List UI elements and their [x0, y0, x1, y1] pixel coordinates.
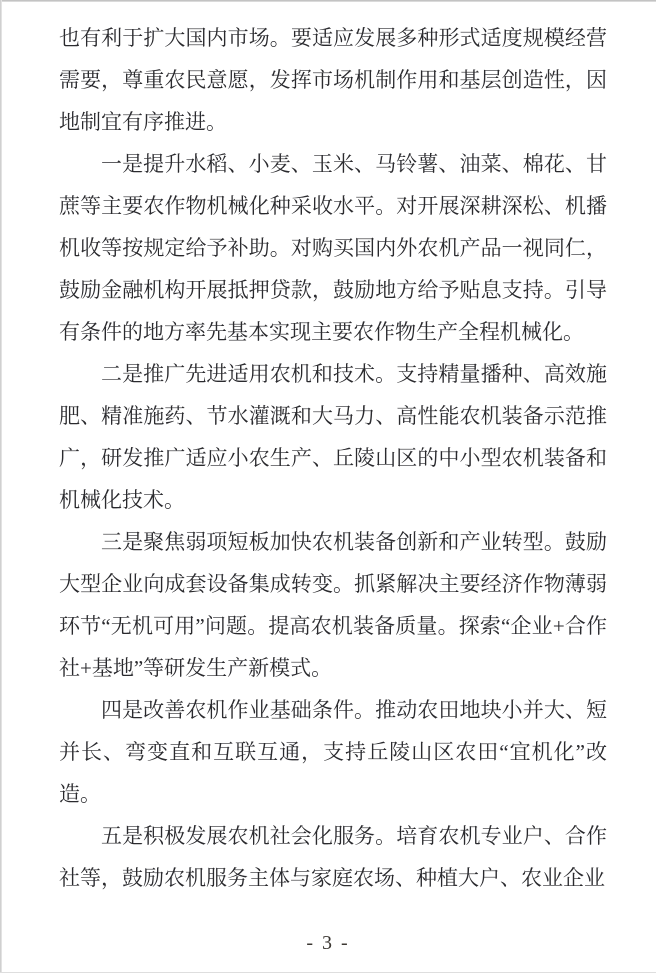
- paragraph-point-3: 三是聚焦弱项短板加快农机装备创新和产业转型。鼓励大型企业向成套设备集成转变。抓紧解决主要经济作物薄弱环节“无机可用”问题。提高农机装备质量。探索“企业+合作社+基地”等研发生产新模式。: [59, 530, 607, 680]
- paragraph-point-2: 二是推广先进适用农机和技术。支持精量播种、高效施肥、精准施药、节水灌溉和大马力、高性能农机装备示范推广，研发推广适应小农生产、丘陵山区的中小型农机装备和机械化技术。: [59, 362, 607, 512]
- document-body: [59, 17, 607, 899]
- paragraph-point-5: 五是积极发展农机社会化服务。培育农机专业户、合作社等，鼓励农机服务主体与家庭农场、种植大户、农业企业: [59, 824, 607, 890]
- scan-edge-left: [0, 0, 2, 973]
- paragraph-point-1: 一是提升水稻、小麦、玉米、马铃薯、油菜、棉花、甘蔗等主要农作物机械化种采收水平。对开展深耕深松、机播机收等按规定给予补助。对购买国内外农机产品一视同仁，鼓励金融机构开展抵押贷款，鼓励地方给予贴息支持。引导有条件的地方率先基本实现主要农作物生产全程机械化。: [59, 152, 607, 344]
- paragraph-point-4: 四是改善农机作业基础条件。推动农田地块小并大、短并长、弯变直和互联互通，支持丘陵山区农田“宜机化”改造。: [59, 698, 607, 806]
- scan-edge-top: [0, 0, 656, 2]
- page-number: - 3 -: [306, 932, 350, 954]
- paragraph-continuation: 也有利于扩大国内市场。要适应发展多种形式适度规模经营需要，尊重农民意愿，发挥市场机制作用和基层创造性，因地制宜有序推进。: [59, 26, 607, 134]
